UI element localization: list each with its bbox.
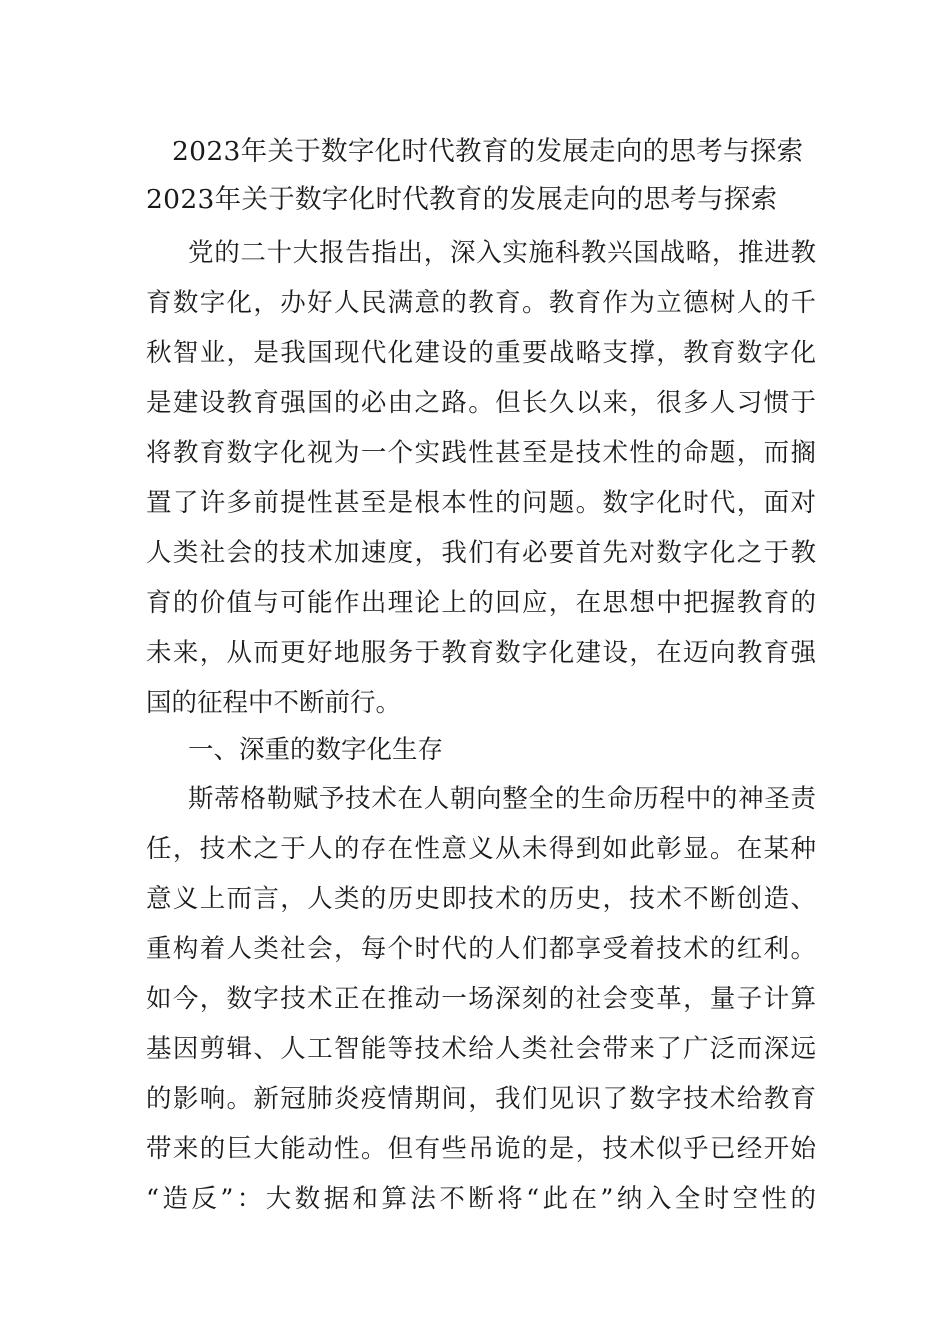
paragraph-2-line: 带来的巨大能动性。但有些吊诡的是，技术似乎已经开始: [146, 1134, 816, 1164]
document-title-line-1: 2023年关于数字化时代教育的发展走向的思考与探索: [172, 136, 804, 167]
paragraph-2-line: 意义上而言，人类的历史即技术的历史，技术不断创造、: [146, 884, 816, 914]
paragraph-1-line: 人类社会的技术加速度，我们有必要首先对数字化之于教: [146, 538, 816, 568]
paragraph-1-line: 党的二十大报告指出，深入实施科教兴国战略，推进教: [188, 238, 816, 268]
paragraph-1-line: 置了许多前提性甚至是根本性的问题。数字化时代，面对: [146, 488, 816, 518]
section-heading: 一、深重的数字化生存: [188, 735, 444, 765]
paragraph-1-line: 秋智业，是我国现代化建设的重要战略支撑，教育数字化: [146, 338, 816, 368]
paragraph-2-line: 任，技术之于人的存在性意义从未得到如此彰显。在某种: [146, 834, 816, 864]
paragraph-2-line: “造反”：大数据和算法不断将“此在”纳入全时空性的: [146, 1184, 816, 1214]
paragraph-1-line: 未来，从而更好地服务于教育数字化建设，在迈向教育强: [146, 638, 816, 668]
paragraph-2-line: 如今，数字技术正在推动一场深刻的社会变革，量子计算: [146, 984, 816, 1014]
document-title-line-2: 2023年关于数字化时代教育的发展走向的思考与探索: [146, 184, 778, 215]
paragraph-2-line: 的影响。新冠肺炎疫情期间，我们见识了数字技术给教育: [146, 1084, 816, 1114]
paragraph-2-line: 基因剪辑、人工智能等技术给人类社会带来了广泛而深远: [146, 1034, 816, 1064]
paragraph-1-line: 育数字化，办好人民满意的教育。教育作为立德树人的千: [146, 288, 816, 318]
paragraph-1-line: 将教育数字化视为一个实践性甚至是技术性的命题，而搁: [146, 438, 816, 468]
paragraph-1-line: 育的价值与可能作出理论上的回应，在思想中把握教育的: [146, 588, 816, 618]
paragraph-1-line: 国的征程中不断前行。: [146, 688, 402, 718]
paragraph-2-line: 重构着人类社会，每个时代的人们都享受着技术的红利。: [146, 934, 816, 964]
paragraph-1-line: 是建设教育强国的必由之路。但长久以来，很多人习惯于: [146, 388, 816, 418]
paragraph-2-line: 斯蒂格勒赋予技术在人朝向整全的生命历程中的神圣责: [188, 784, 816, 814]
